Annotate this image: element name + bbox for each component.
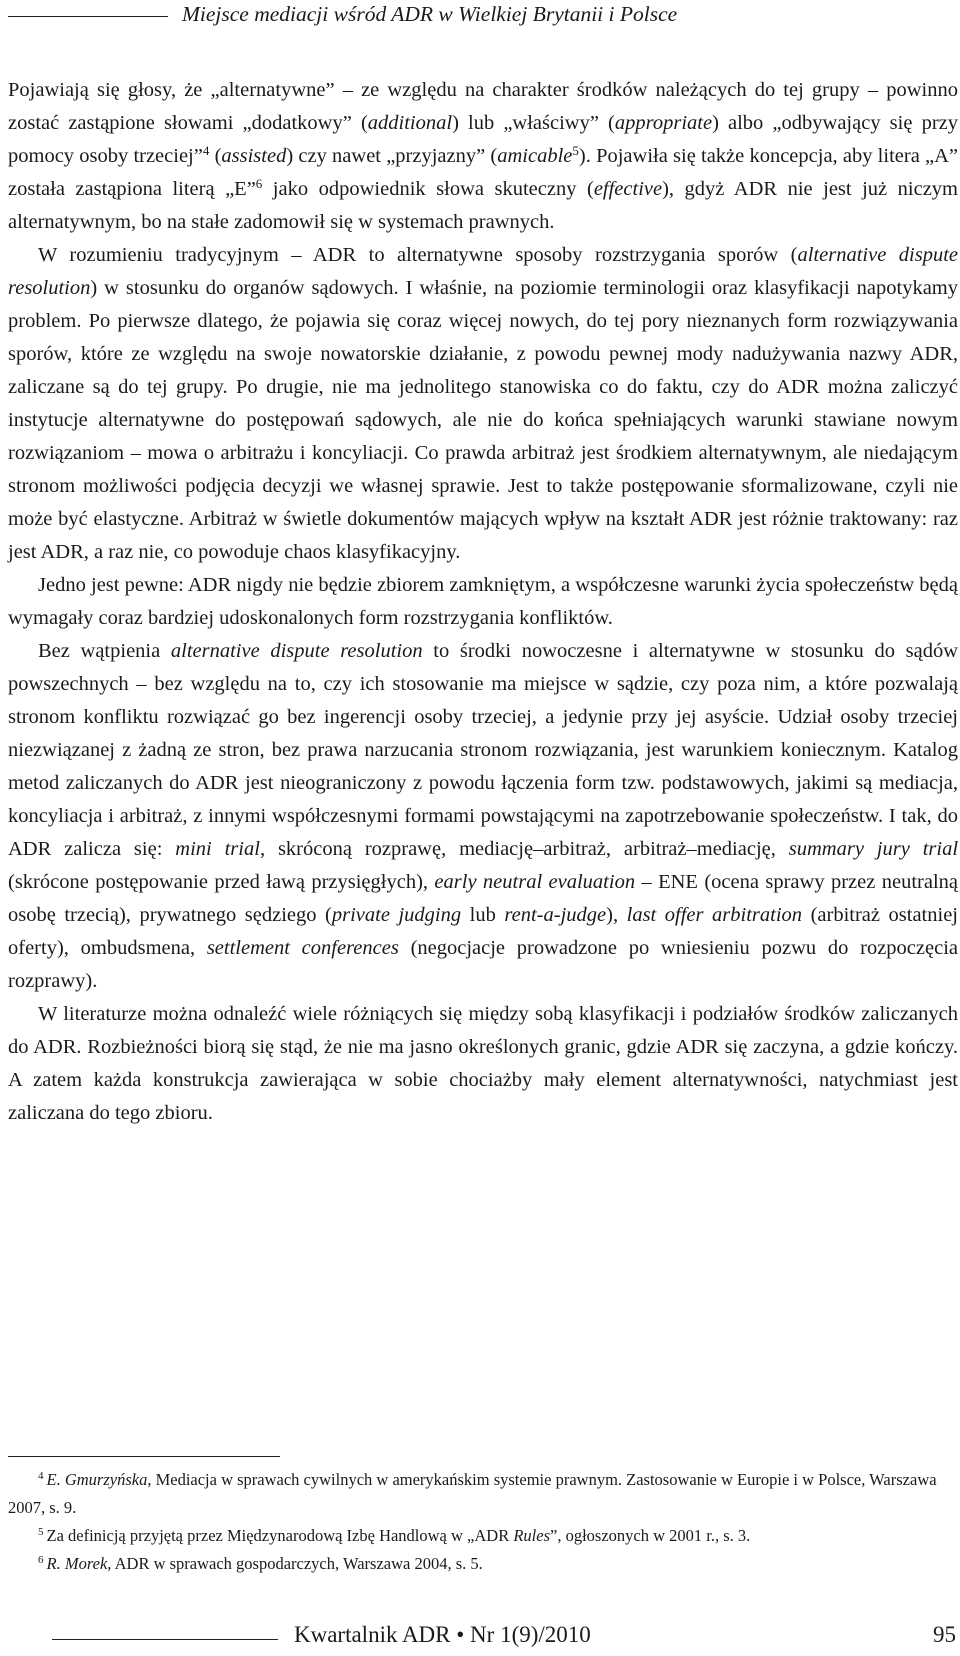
paragraph-5: W literaturze można odnaleźć wiele różniących się między sobą klasyfikacji i podziałów środków zaliczanych do ADR. Rozbieżności biorą się stąd, że nie ma jasno określonych granic, gdzie ADR się zaczyna, a gdzie kończy. A zatem każda konstrukcja zawierająca w sobie chociażby mały element alternatywności, natychmiast jest zaliczana do tego zbioru. (8, 1003, 958, 1124)
footnote-separator (8, 1456, 280, 1457)
footer-rule (52, 1639, 278, 1640)
footnotes (8, 1466, 958, 1578)
footnote-text: ”, ogłoszonych w 2001 r., s. 3. (550, 1526, 751, 1545)
footnote-ref-6[interactable]: 6 (255, 176, 263, 191)
italic-term: summary jury trial (788, 838, 959, 860)
journal-title: Kwartalnik ADR • Nr 1(9)/2010 (294, 1622, 591, 1647)
footnote-italic: Rules (513, 1526, 551, 1545)
text-run: – ENE (ocena sprawy przez neutralną osobę trzecią), prywatnego sędziego ( (8, 871, 958, 926)
text-run: ) lub „właściwy” ( (452, 112, 615, 134)
text-run: ) albo „odbywający się przy pomocy osoby trzeciej” (8, 112, 958, 167)
text-run: , skróconą rozprawę, mediację–arbitraż, arbitraż–mediację, (259, 838, 789, 860)
italic-term: early neutral evaluation (434, 871, 636, 893)
italic-term: effective (593, 178, 663, 200)
text-run: jako odpowiednik słowa skuteczny ( (262, 178, 594, 200)
footnote-text: , ADR w sprawach gospodarczych, Warszawa 2004, s. 5. (107, 1554, 483, 1573)
footnote-ref-4[interactable]: 4 (202, 143, 210, 158)
paragraph-4 (8, 635, 958, 998)
text-run: W rozumieniu tradycyjnym – ADR to alternatywne sposoby rozstrzygania sporów ( (38, 244, 798, 266)
text-run: ) w stosunku do organów sądowych. I właśnie, na poziomie terminologii oraz klasyfikacji napotykamy problem. Po pierwsze dlatego, że pojawia się coraz więcej nowych, do tej pory nieznanych form rozwiązywania sporów, które ze względu na swoje nowatorskie działanie, z powodu pewnej mody nadużywania nazwy ADR, zaliczane są do tej grupy. Po drugie, nie ma jednolitego stanowiska co do faktu, czy do ADR można zaliczyć instytucje alternatywne do postępowań sądowych, ale nie do końca spełniających warunki stawiane nowym rozwiązaniom – mowa o arbitrażu i koncyliacji. Co prawda arbitraż jest środkiem alternatywnym, ale niedającym stronom możliwości podjęcia decyzji we własnej sprawie. Jest to także postępowanie sformalizowane, czyli nie może być elastyczne. Arbitraż w świetle dokumentów mających wpływ na kształt ADR jest różnie traktowany: raz jest ADR, a raz nie, co powoduje chaos klasyfikacyjny. (8, 277, 958, 563)
paragraph-3: Jedno jest pewne: ADR nigdy nie będzie zbiorem zamkniętym, a współczesne warunki życia społeczeństw będą wymagały coraz bardziej udoskonalonych form rozstrzygania konfliktów. (8, 574, 958, 629)
footnote-number: 6 (38, 1554, 44, 1566)
italic-term: rent-a-judge (504, 904, 607, 926)
text-run: (arbitraż ostatniej oferty), ombudsmena, (8, 904, 958, 959)
italic-term: settlement conferences (206, 937, 399, 959)
footnote-author: E. Gmurzyńska (46, 1470, 148, 1489)
text-run: ), gdyż ADR nie jest już niczym alternatywnym, bo na stałe zadomowił się w systemach prawnych. (8, 178, 958, 233)
text-run: ), (606, 904, 627, 926)
paragraph-1 (8, 74, 958, 239)
footnote-ref-5[interactable]: 5 (572, 143, 579, 158)
paragraph-2 (8, 239, 958, 569)
text-run: lub (461, 904, 505, 926)
italic-term: last offer arbitration (626, 904, 803, 926)
italic-term: appropriate (614, 112, 713, 134)
header-rule (8, 16, 168, 17)
footnote-text: , Mediacja w sprawach cywilnych w amerykańskim systemie prawnym. Zastosowanie w Europie i w Polsce, Warszawa 2007, s. 9. (8, 1470, 937, 1517)
text-run: to środki nowoczesne i alternatywne w stosunku do sądów powszechnych – bez względu na to, czy ich stosowanie ma miejsce w sądzie, czy poza nim, a które pozwalają stronom konfliktu rozwiązać go bez ingerencji osoby trzeciej, a jedynie przy jej asyście. Udział osoby trzeciej niezwiązanej z żadną ze stron, bez prawa narzucania stronom rozwiązania, jest warunkiem koniecznym. Katalog metod zaliczanych do ADR jest nieograniczony z powodu łączenia form tzw. podstawowych, jakimi są mediacja, koncyliacja i arbitraż, z innymi współczesnymi formami powstającymi na zapotrzebowanie społeczeństw. I tak, do ADR zalicza się: (8, 640, 958, 860)
running-header (8, 0, 958, 30)
italic-term: alternative dispute resolution (8, 244, 958, 299)
footnote-number: 5 (38, 1526, 44, 1538)
footnote-6 (8, 1550, 958, 1578)
text-run: ( (209, 145, 222, 167)
footnote-author: R. Morek (46, 1554, 108, 1573)
footnote-4 (8, 1466, 958, 1522)
text-run: Bez wątpienia (38, 640, 171, 662)
text-run: (negocjacje prowadzone po wniesieniu pozwu do rozpoczęcia rozprawy). (8, 937, 958, 992)
body-text (8, 74, 958, 1130)
footnote-number: 4 (38, 1470, 44, 1482)
text-run: (skrócone postępowanie przed ławą przysięgłych), (8, 871, 435, 893)
italic-term: additional (367, 112, 453, 134)
text-run: Pojawiają się głosy, że „alternatywne” – ze względu na charakter środków należących do tej grupy – powinno zostać zastąpione słowami „dodatkowy” ( (8, 79, 958, 134)
italic-term: alternative dispute resolution (170, 640, 423, 662)
italic-term: assisted (221, 145, 287, 167)
italic-term: mini trial (175, 838, 260, 860)
page-number: 95 (933, 1622, 956, 1647)
italic-term: private judging (331, 904, 462, 926)
text-run: ). Pojawiła się także koncepcja, aby litera „A” została zastąpiona literą „E” (8, 145, 959, 200)
running-title: Miejsce mediacji wśród ADR w Wielkiej Brytanii i Polsce (182, 2, 678, 26)
page-footer (0, 1622, 960, 1656)
footnote-5 (8, 1522, 958, 1550)
italic-term: amicable (497, 145, 573, 167)
footnote-text: Za definicją przyjętą przez Międzynarodową Izbę Handlową w „ADR (46, 1526, 514, 1545)
text-run: ) czy nawet „przyjazny” ( (286, 145, 498, 167)
